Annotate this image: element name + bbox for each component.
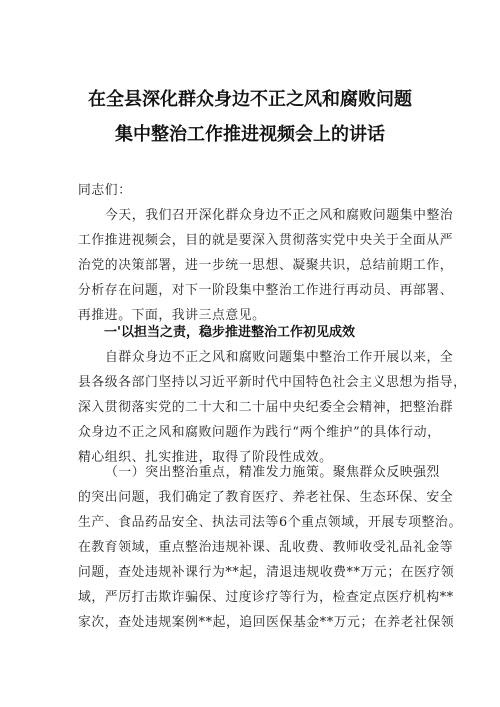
paragraph-line: 家次，查处违规案例**起，追回医保基金**万元；在养老社保领 bbox=[78, 615, 455, 630]
section-heading-1: 一'以担当之责，稳步推进整治工作初见成效 bbox=[104, 325, 355, 340]
paragraph-line: 众身边不正之风和腐败问题作为践行“两个维护”的具体行动， bbox=[78, 425, 441, 440]
paragraph-line: （一）突出整治重点，精准发力施策。聚焦群众反映强烈 bbox=[105, 465, 440, 480]
paragraph-line: 问题，查处违规补课行为**起，清退违规收费**万元；在医疗领 bbox=[78, 565, 455, 580]
salutation: 同志们： bbox=[78, 183, 132, 198]
paragraph-line: 在教育领域，重点整治违规补课、乱收费、教师收受礼品礼金等 bbox=[78, 540, 454, 555]
paragraph-line: 县各级各部门坚持以习近平新时代中国特色社会主义思想为指导， bbox=[78, 375, 467, 390]
section-1-intro-paragraph bbox=[78, 345, 467, 470]
subsection-1-paragraph bbox=[78, 460, 462, 635]
paragraph-line: 的突出问题，我们确定了教育医疗、养老社保、生态环保、安全 bbox=[78, 490, 454, 505]
paragraph-line: 工作推进视频会，目的就是要深入贯彻落实党中央关于全面从严 bbox=[78, 233, 454, 248]
paragraph-line: 治党的决策部署，进一步统一思想、凝聚共识，总结前期工作， bbox=[78, 258, 454, 273]
paragraph-line: 域，严厉打击欺诈骗保、过度诊疗等行为，检查定点医疗机构** bbox=[78, 590, 454, 605]
paragraph-line: 分析存在问题，对下一阶段集中整治工作进行再动员、再部署、 bbox=[78, 283, 454, 298]
paragraph-line: 生产、食品药品安全、执法司法等6个重点领域，开展专项整治。 bbox=[78, 515, 462, 530]
document-title-line-2: 集中整治工作推进视频会上的讲话 bbox=[115, 124, 385, 145]
paragraph-line: 自群众身边不正之风和腐败问题集中整治工作开展以来，全 bbox=[105, 350, 454, 365]
paragraph-line: 今天，我们召开深化群众身边不正之风和腐败问题集中整治 bbox=[105, 208, 454, 223]
paragraph-line: 精心组织、扎实推进，取得了阶段性成效。 bbox=[78, 450, 333, 465]
opening-paragraph bbox=[78, 203, 454, 328]
paragraph-line: 再推进。下面，我讲三点意见。 bbox=[78, 308, 266, 323]
paragraph-line: 深入贯彻落实党的二十大和二十届中央纪委全会精神，把整治群 bbox=[78, 400, 454, 415]
document-title-line-1: 在全县深化群众身边不正之风和腐败问题 bbox=[88, 89, 412, 110]
